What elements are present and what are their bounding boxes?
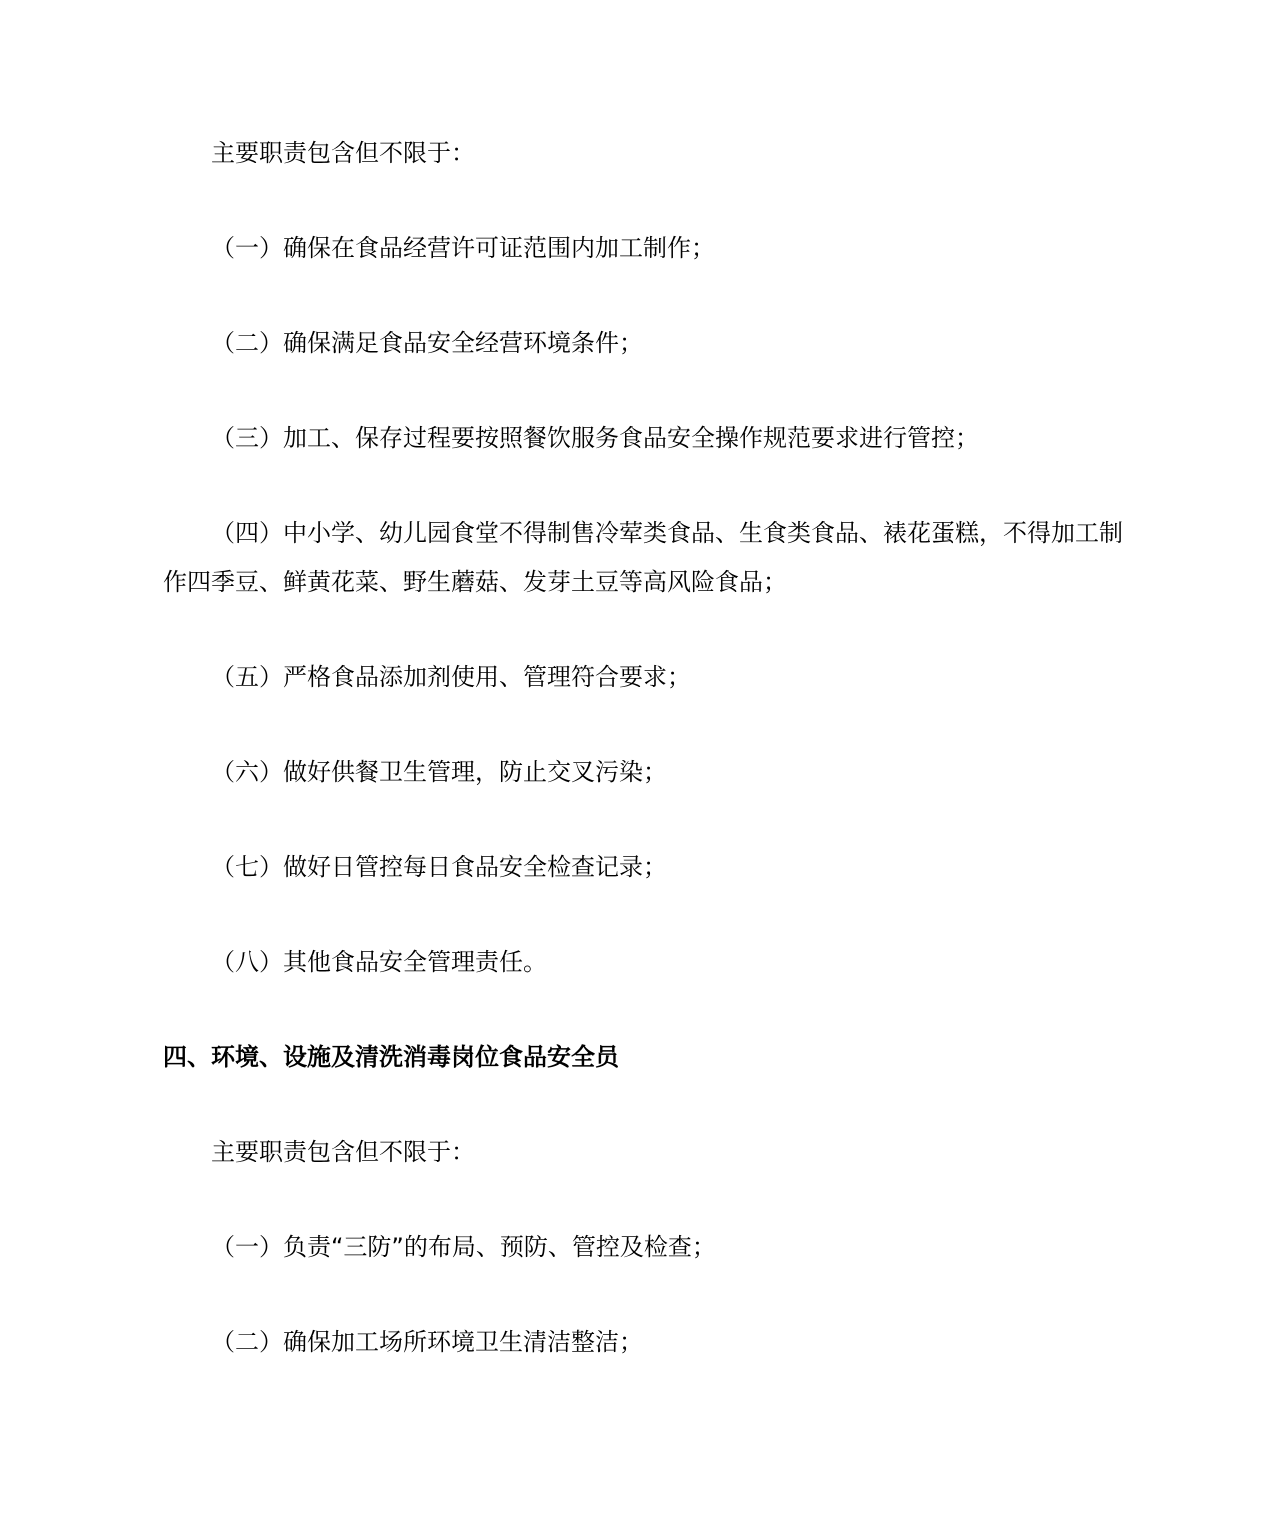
duty-item: （五）严格食品添加剂使用、管理符合要求； bbox=[211, 663, 691, 691]
duty-item: （一）确保在食品经营许可证范围内加工制作； bbox=[211, 234, 715, 262]
duty-item: （一）负责“三防”的布局、预防、管控及检查； bbox=[211, 1233, 716, 1261]
duty-item: （八）其他食品安全管理责任。 bbox=[211, 948, 547, 976]
duty-item: （四）中小学、幼儿园食堂不得制售冷荤类食品、生食类食品、裱花蛋糕，不得加工制作四季豆、鲜黄花菜、野生蘑菇、发芽土豆等高风险食品； bbox=[163, 519, 1123, 596]
duties-intro: 主要职责包含但不限于： bbox=[211, 1138, 475, 1166]
duty-item: （六）做好供餐卫生管理，防止交叉污染； bbox=[211, 758, 667, 786]
duties-intro: 主要职责包含但不限于： bbox=[211, 139, 475, 167]
document-page bbox=[163, 129, 1125, 1413]
duty-item: （七）做好日管控每日食品安全检查记录； bbox=[211, 853, 667, 881]
section-heading: 四、环境、设施及清洗消毒岗位食品安全员 bbox=[163, 1043, 619, 1071]
duty-item: （二）确保满足食品安全经营环境条件； bbox=[211, 329, 643, 357]
duty-item: （三）加工、保存过程要按照餐饮服务食品安全操作规范要求进行管控； bbox=[211, 424, 979, 452]
duty-item: （二）确保加工场所环境卫生清洁整洁； bbox=[211, 1328, 643, 1356]
